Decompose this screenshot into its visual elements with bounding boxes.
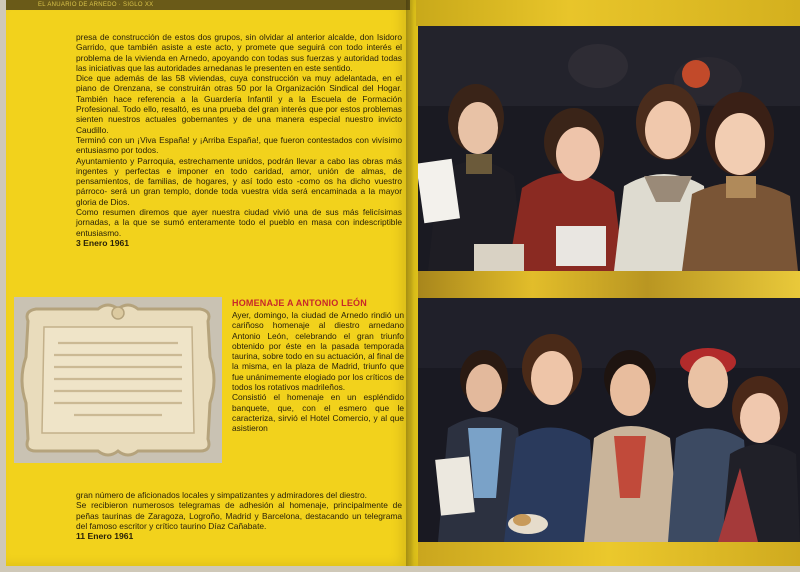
article-1-paragraph: Dice que además de las 58 viviendas, cuya construcción va muy adelantada, en el piano de Orenzana, se construirán otras 50 por la Organización Sindical del Hogar. También hace referencia a la Guardería Infantil y a la Escuela de Formación Profesional. Todo ello, resaltó, es una prueba del gran interés que por estos problemas sienten nuestros actuales gobernantes y de una manera especial nuestro invicto Caudillo. [76, 73, 402, 135]
decorative-strip-bottom [418, 542, 800, 566]
article-1 [76, 32, 402, 248]
article-1-paragraph: Como resumen diremos que ayer nuestra ciudad vivió una de sus más felicísimas jornadas, a la que se sumó enteramente todo el pueblo en masa con indescriptible entusiasmo. [76, 207, 402, 238]
plaque-photo [14, 297, 222, 463]
photo-group-women-image [418, 26, 800, 271]
photo-group-women [418, 26, 800, 271]
decorative-strip-middle [418, 271, 800, 298]
article-2-bottom-column [76, 490, 402, 541]
article-1-paragraph: presa de construcción de estos dos grupos, sin olvidar al anterior alcalde, don Isidoro Garrido, que también asiste a este acto, y promete que seguirá con todo interés el problema de la vivienda en Arnedo, apoyando con todas sus fuerzas y autoridad todas las iniciativas que las autoridades arnedanas le presenten en este sentido. [76, 32, 402, 73]
photo-group-banquet-image [418, 298, 800, 542]
article-1-paragraph: Terminó con un ¡Viva España! y ¡Arriba España!, que fueron contestados con vivísimo entusiasmo por todos. [76, 134, 402, 156]
article-2-paragraph: Consistió el homenaje en un espléndido banquete, que, con el esmero que le caracteriza, sirvió el Hotel Comercio, y al que asistieron [232, 392, 404, 434]
article-2-paragraph: Se recibieron numerosos telegramas de adhesión al homenaje, principalmente de peñas taurinas de Zaragoza, Logroño, Madrid y Barcelona, destacando un telegrama del famoso escritor y crítico taurino Díaz Cañabate. [76, 500, 402, 531]
article-1-paragraph: Ayuntamiento y Parroquia, estrechamente unidos, podrán llevar a cabo las obras más ingentes y perfectas e imponer en todo caridad, amor, unión de almas, de pensamientos, de familias, de hogares, y así todo esto -como os ha dicho vuestro párroco- será un gran templo, donde toda vuestra vida será encaminada a la mayor gloria de Dios. [76, 155, 402, 207]
article-2-paragraph: Ayer, domingo, la ciudad de Arnedo rindió un cariñoso homenaje al diestro arnedano Antonio León, celebrando el gran triunfo obtenido por éste en la pasada temporada taurina, sobre todo en su actuación, al final de la misma, en la plaza de Madrid, triunfo que fue unánimemente elogiado por los críticos de todos los rotativos madrileños. [232, 310, 404, 393]
plaque-image [14, 297, 222, 463]
article-2-date: 11 Enero 1961 [76, 531, 134, 542]
article-1-date: 3 Enero 1961 [76, 237, 130, 248]
right-page [410, 0, 800, 566]
article-2-title: HOMENAJE A ANTONIO LEÓN [232, 298, 367, 308]
decorative-strip-top [416, 0, 800, 26]
article-2-side-column [232, 310, 404, 434]
running-title: EL ANUARIO DE ARNEDO · SIGLO XX [38, 2, 154, 8]
photo-group-banquet [418, 298, 800, 542]
article-2-paragraph: gran número de aficionados locales y simpatizantes y admiradores del diestro. [76, 490, 367, 500]
running-header [6, 0, 410, 10]
left-page [6, 0, 410, 566]
page-gutter [406, 0, 414, 566]
